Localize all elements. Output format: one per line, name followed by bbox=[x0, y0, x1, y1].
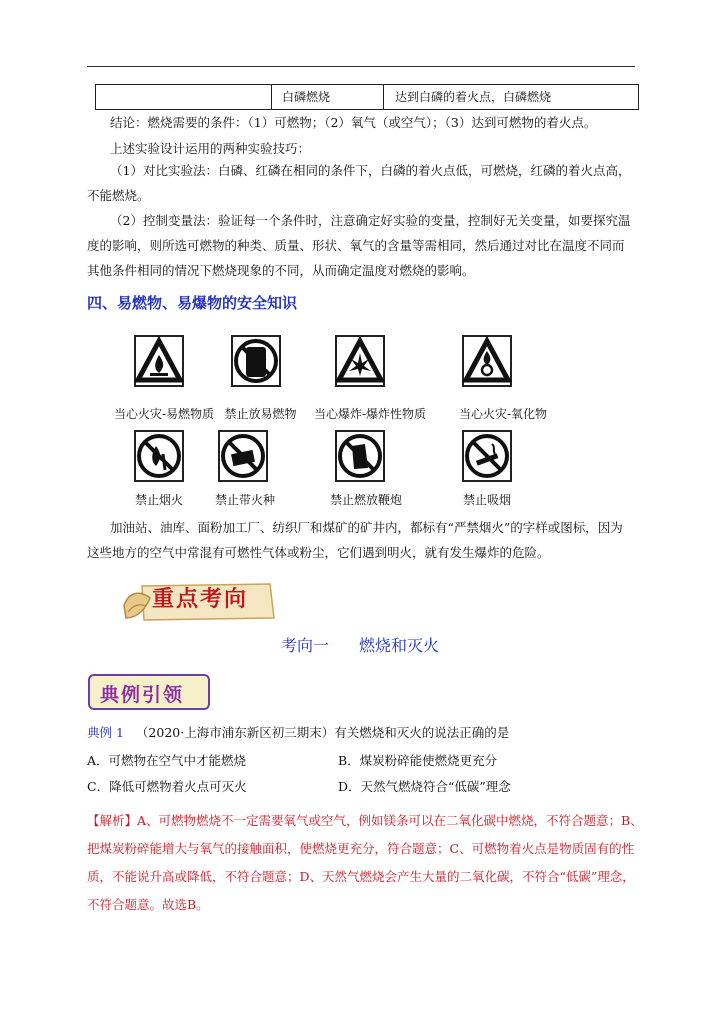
sign-caption-no-fire: 禁止烟火 bbox=[134, 493, 183, 507]
key-topics-banner bbox=[120, 578, 278, 624]
analysis-line4: 不符合题意。故选B。 bbox=[87, 897, 209, 912]
sign-caption-explosive: 当心爆炸-爆炸性物质 bbox=[313, 407, 427, 421]
no-fire-icon bbox=[134, 430, 184, 482]
analysis-line1 bbox=[87, 807, 643, 835]
safety-line1: 加油站、油库、面粉加工厂、纺织厂和煤矿的矿井内，都标有“严禁烟火”的字样或图标，因为 bbox=[110, 520, 623, 535]
no-kindling-icon bbox=[218, 430, 268, 482]
no-firecrackers-icon bbox=[335, 430, 385, 482]
topic-title: 燃烧和灭火 bbox=[359, 636, 440, 655]
flammable-warning-icon bbox=[134, 335, 184, 387]
skill2-line2: 度的影响，则所选可燃物的种类、质量、形状、氧气的含量等需相同，然后通过对比在温度不同而 bbox=[87, 238, 625, 253]
skills-intro-text: 上述实验设计运用的两种实验技巧： bbox=[110, 141, 311, 156]
no-smoking-icon bbox=[462, 430, 512, 482]
analysis-text-1: A、可燃物燃烧不一定需要氧气或空气，例如镁条可以在二氧化碳中燃烧，不符合题意；B、 bbox=[137, 813, 643, 828]
table-cell-phenomenon: 白磷燃烧 bbox=[272, 85, 384, 109]
example-question-text: （2020·上海市浦东新区初三期末）有关燃烧和灭火的说法正确的是 bbox=[135, 725, 510, 740]
option-c: C．降低可燃物着火点可灭火 bbox=[87, 779, 247, 794]
explosive-warning-icon bbox=[335, 335, 385, 387]
skill1-line1: （1）对比实验法：白磷、红磷在相同的条件下，白磷的着火点低，可燃烧，红磷的着火点高， bbox=[110, 163, 631, 178]
skill2-line3: 其他条件相同的情况下燃烧现象的不同，从而确定温度对燃烧的影响。 bbox=[87, 263, 475, 278]
sign-caption-no-kindling: 禁止带火种 bbox=[214, 493, 275, 507]
option-d: D．天然气燃烧符合“低碳”理念 bbox=[338, 779, 511, 794]
oxidizer-warning-icon bbox=[462, 335, 512, 387]
section4-title: 四、易燃物、易爆物的安全知识 bbox=[87, 294, 298, 312]
example-lead-banner bbox=[88, 674, 210, 710]
safety-line2: 这些地方的空气中常混有可燃性气体或粉尘，它们遇到明火，就有发生爆炸的危险。 bbox=[87, 545, 550, 560]
topic-heading bbox=[0, 633, 720, 656]
conclusion-text: 结论：燃烧需要的条件：（1）可燃物；（2）氧气（或空气）；（3）达到可燃物的着火点。 bbox=[110, 115, 597, 130]
sign-caption-no-flammables: 禁止放易燃物 bbox=[224, 407, 297, 421]
sign-caption-oxidizer: 当心火灾-氧化物 bbox=[458, 407, 548, 421]
example-question bbox=[87, 720, 509, 746]
sign-caption-no-smoking: 禁止吸烟 bbox=[462, 493, 511, 507]
no-flammables-icon bbox=[231, 335, 281, 387]
header-rule bbox=[87, 66, 635, 67]
table-cell-empty bbox=[96, 85, 272, 109]
sign-caption-no-firecrackers: 禁止燃放鞭炮 bbox=[329, 493, 402, 507]
analysis-line2: 把煤炭粉碎能增大与氧气的接触面积，使燃烧更充分，符合题意；C、可燃物着火点是物质固有的性 bbox=[87, 841, 635, 856]
sign-caption-flammable: 当心火灾-易燃物质 bbox=[113, 407, 215, 421]
option-b: B．煤炭粉碎能使燃烧更充分 bbox=[338, 753, 498, 768]
table-cell-explanation: 达到白磷的着火点，白磷燃烧 bbox=[395, 90, 552, 104]
example-number: 典例 1 bbox=[87, 725, 124, 740]
key-topics-label: 重点考向 bbox=[152, 587, 249, 612]
experiment-table-row bbox=[95, 84, 639, 110]
skill1-line2: 不能燃烧。 bbox=[87, 188, 150, 203]
topic-number: 考向一 bbox=[280, 636, 329, 655]
analysis-line3: 质，不能说升高或降低，不符合题意；D、天然气燃烧会产生大量的二氧化碳，不符合“低碳”理念， bbox=[87, 869, 635, 884]
analysis-tag: 【解析】 bbox=[87, 813, 138, 828]
option-a: A．可燃物在空气中才能燃烧 bbox=[87, 753, 247, 768]
skill2-line1: （2）控制变量法：验证每一个条件时，注意确定好实验的变量，控制好无关变量，如要探究温 bbox=[110, 213, 631, 228]
example-lead-label: 典例引领 bbox=[100, 684, 185, 706]
